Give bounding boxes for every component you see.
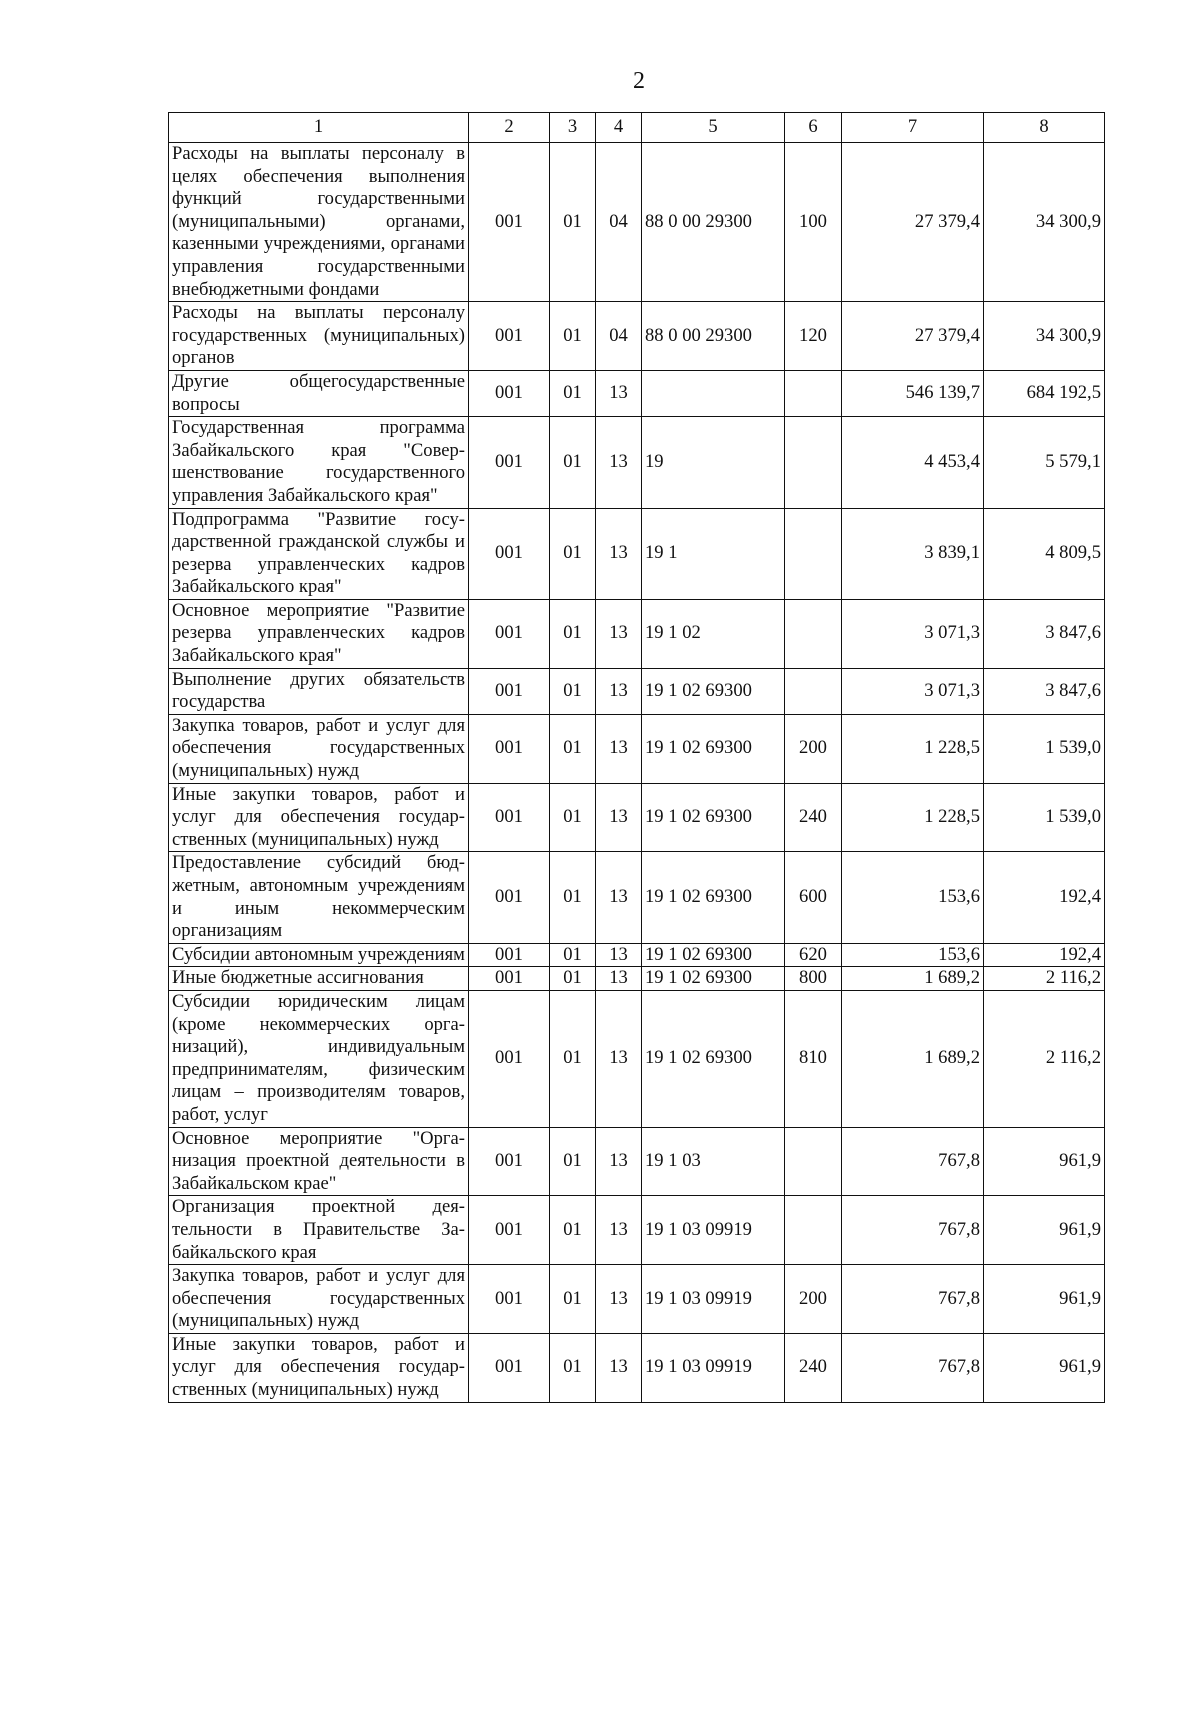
subsection-code-cell: 04 <box>596 302 642 371</box>
ministry-code-cell: 001 <box>469 370 550 416</box>
expense-name-cell: Закупка товаров, работ и услуг для обеспечения государственных (муниципальных) нужд <box>169 1265 469 1334</box>
column-header: 6 <box>785 113 842 143</box>
ministry-code-cell: 001 <box>469 943 550 967</box>
section-code-cell: 01 <box>550 714 596 783</box>
subsection-code-cell: 13 <box>596 370 642 416</box>
expense-name-cell: Субсидии юридическим лицам (кроме некоммерческих организаций), индивидуальным предпринимателям, физическим лицам – производителям товаров, работ, услуг <box>169 990 469 1127</box>
expense-type-cell: 620 <box>785 943 842 967</box>
table-row <box>169 714 1105 783</box>
subsection-code-cell: 13 <box>596 714 642 783</box>
page-number: 2 <box>633 68 645 94</box>
table-row <box>169 783 1105 852</box>
amount-year-1-cell: 1 228,5 <box>842 783 984 852</box>
column-header: 2 <box>469 113 550 143</box>
ministry-code-cell: 001 <box>469 852 550 943</box>
expense-name-cell: Государственная программа Забайкальского края "Совершенствование государственного управления Забайкальского края" <box>169 417 469 508</box>
section-code-cell: 01 <box>550 508 596 599</box>
amount-year-2-cell: 3 847,6 <box>984 668 1105 714</box>
expense-name-cell: Выполнение других обязательств государства <box>169 668 469 714</box>
table-row <box>169 1265 1105 1334</box>
subsection-code-cell: 13 <box>596 1265 642 1334</box>
column-header: 3 <box>550 113 596 143</box>
expense-name-cell: Основное мероприятие "Развитие резерва управленческих кадров Забайкальского края" <box>169 599 469 668</box>
table-row <box>169 143 1105 302</box>
expense-type-cell <box>785 370 842 416</box>
ministry-code-cell: 001 <box>469 508 550 599</box>
amount-year-1-cell: 767,8 <box>842 1265 984 1334</box>
expense-type-cell: 240 <box>785 1333 842 1402</box>
target-article-cell: 19 1 02 69300 <box>642 943 785 967</box>
section-code-cell: 01 <box>550 990 596 1127</box>
column-header: 5 <box>642 113 785 143</box>
expense-name-cell: Иные бюджетные ассигнования <box>169 967 469 991</box>
expense-name-cell: Иные закупки товаров, работ и услуг для обеспечения государственных (муниципальных) нужд <box>169 1333 469 1402</box>
amount-year-2-cell: 961,9 <box>984 1265 1105 1334</box>
target-article-cell: 19 1 03 <box>642 1127 785 1196</box>
subsection-code-cell: 13 <box>596 943 642 967</box>
section-code-cell: 01 <box>550 143 596 302</box>
subsection-code-cell: 13 <box>596 852 642 943</box>
expense-type-cell <box>785 417 842 508</box>
expense-type-cell: 600 <box>785 852 842 943</box>
amount-year-1-cell: 546 139,7 <box>842 370 984 416</box>
column-header: 7 <box>842 113 984 143</box>
section-code-cell: 01 <box>550 1127 596 1196</box>
subsection-code-cell: 13 <box>596 990 642 1127</box>
amount-year-2-cell: 2 116,2 <box>984 967 1105 991</box>
ministry-code-cell: 001 <box>469 990 550 1127</box>
amount-year-1-cell: 1 228,5 <box>842 714 984 783</box>
table-row <box>169 852 1105 943</box>
table-row <box>169 599 1105 668</box>
section-code-cell: 01 <box>550 943 596 967</box>
expense-name-cell: Подпрограмма "Развитие государственной гражданской службы и резерва управленческих кадров Забайкальского края" <box>169 508 469 599</box>
table-row <box>169 370 1105 416</box>
target-article-cell: 19 1 03 09919 <box>642 1265 785 1334</box>
amount-year-2-cell: 1 539,0 <box>984 783 1105 852</box>
expense-type-cell <box>785 668 842 714</box>
ministry-code-cell: 001 <box>469 967 550 991</box>
subsection-code-cell: 13 <box>596 783 642 852</box>
target-article-cell: 19 1 02 69300 <box>642 714 785 783</box>
expense-name-cell: Закупка товаров, работ и услуг для обеспечения государственных (муниципальных) нужд <box>169 714 469 783</box>
section-code-cell: 01 <box>550 302 596 371</box>
target-article-cell: 19 1 03 09919 <box>642 1333 785 1402</box>
ministry-code-cell: 001 <box>469 1265 550 1334</box>
amount-year-1-cell: 1 689,2 <box>842 990 984 1127</box>
target-article-cell: 19 1 02 69300 <box>642 967 785 991</box>
amount-year-2-cell: 1 539,0 <box>984 714 1105 783</box>
amount-year-2-cell: 4 809,5 <box>984 508 1105 599</box>
ministry-code-cell: 001 <box>469 783 550 852</box>
target-article-cell: 19 1 02 69300 <box>642 990 785 1127</box>
ministry-code-cell: 001 <box>469 1127 550 1196</box>
subsection-code-cell: 13 <box>596 599 642 668</box>
subsection-code-cell: 13 <box>596 508 642 599</box>
ministry-code-cell: 001 <box>469 417 550 508</box>
expense-name-cell: Расходы на выплаты персоналу в целях обеспечения выполнения функций государственными (муниципальными) органами, казенными учреждениями, органами управления государственными внебюджетными фондами <box>169 143 469 302</box>
section-code-cell: 01 <box>550 783 596 852</box>
ministry-code-cell: 001 <box>469 668 550 714</box>
expense-type-cell: 120 <box>785 302 842 371</box>
target-article-cell: 19 1 02 69300 <box>642 668 785 714</box>
expense-type-cell <box>785 599 842 668</box>
budget-table <box>168 112 1105 1403</box>
table-row <box>169 668 1105 714</box>
expense-name-cell: Предоставление субсидий бюджетным, автономным учреждениям и иным некоммерческим организациям <box>169 852 469 943</box>
table-row <box>169 1196 1105 1265</box>
ministry-code-cell: 001 <box>469 1333 550 1402</box>
amount-year-1-cell: 153,6 <box>842 852 984 943</box>
table-body <box>169 143 1105 1403</box>
subsection-code-cell: 13 <box>596 1127 642 1196</box>
column-header: 8 <box>984 113 1105 143</box>
section-code-cell: 01 <box>550 370 596 416</box>
expense-type-cell: 240 <box>785 783 842 852</box>
expense-type-cell <box>785 1127 842 1196</box>
section-code-cell: 01 <box>550 967 596 991</box>
amount-year-1-cell: 3 839,1 <box>842 508 984 599</box>
amount-year-1-cell: 767,8 <box>842 1196 984 1265</box>
expense-name-cell: Организация проектной деятельности в Правительстве Забайкальского края <box>169 1196 469 1265</box>
subsection-code-cell: 13 <box>596 668 642 714</box>
target-article-cell: 19 1 03 09919 <box>642 1196 785 1265</box>
table-row <box>169 1127 1105 1196</box>
table-row <box>169 417 1105 508</box>
target-article-cell: 88 0 00 29300 <box>642 302 785 371</box>
amount-year-2-cell: 192,4 <box>984 852 1105 943</box>
amount-year-2-cell: 3 847,6 <box>984 599 1105 668</box>
amount-year-2-cell: 961,9 <box>984 1196 1105 1265</box>
section-code-cell: 01 <box>550 1265 596 1334</box>
ministry-code-cell: 001 <box>469 599 550 668</box>
expense-type-cell: 200 <box>785 1265 842 1334</box>
amount-year-1-cell: 27 379,4 <box>842 143 984 302</box>
target-article-cell <box>642 370 785 416</box>
column-header: 1 <box>169 113 469 143</box>
amount-year-2-cell: 961,9 <box>984 1333 1105 1402</box>
header-row <box>169 113 1105 143</box>
target-article-cell: 88 0 00 29300 <box>642 143 785 302</box>
target-article-cell: 19 1 02 69300 <box>642 783 785 852</box>
subsection-code-cell: 13 <box>596 417 642 508</box>
amount-year-2-cell: 34 300,9 <box>984 302 1105 371</box>
expense-type-cell: 800 <box>785 967 842 991</box>
subsection-code-cell: 04 <box>596 143 642 302</box>
section-code-cell: 01 <box>550 852 596 943</box>
expense-type-cell: 100 <box>785 143 842 302</box>
expense-type-cell: 200 <box>785 714 842 783</box>
target-article-cell: 19 1 <box>642 508 785 599</box>
table-row <box>169 990 1105 1127</box>
section-code-cell: 01 <box>550 1196 596 1265</box>
section-code-cell: 01 <box>550 668 596 714</box>
ministry-code-cell: 001 <box>469 714 550 783</box>
ministry-code-cell: 001 <box>469 1196 550 1265</box>
expense-name-cell: Иные закупки товаров, работ и услуг для обеспечения государственных (муниципальных) нужд <box>169 783 469 852</box>
amount-year-2-cell: 34 300,9 <box>984 143 1105 302</box>
table-row <box>169 1333 1105 1402</box>
amount-year-2-cell: 961,9 <box>984 1127 1105 1196</box>
section-code-cell: 01 <box>550 417 596 508</box>
subsection-code-cell: 13 <box>596 967 642 991</box>
amount-year-2-cell: 684 192,5 <box>984 370 1105 416</box>
subsection-code-cell: 13 <box>596 1196 642 1265</box>
expense-name-cell: Основное мероприятие "Организация проектной деятельности в Забайкальском крае" <box>169 1127 469 1196</box>
expense-type-cell <box>785 1196 842 1265</box>
amount-year-2-cell: 192,4 <box>984 943 1105 967</box>
amount-year-1-cell: 1 689,2 <box>842 967 984 991</box>
expense-name-cell: Субсидии автономным учреждениям <box>169 943 469 967</box>
amount-year-1-cell: 27 379,4 <box>842 302 984 371</box>
table-row <box>169 302 1105 371</box>
section-code-cell: 01 <box>550 599 596 668</box>
amount-year-1-cell: 767,8 <box>842 1333 984 1402</box>
amount-year-1-cell: 3 071,3 <box>842 599 984 668</box>
subsection-code-cell: 13 <box>596 1333 642 1402</box>
amount-year-1-cell: 4 453,4 <box>842 417 984 508</box>
amount-year-1-cell: 767,8 <box>842 1127 984 1196</box>
target-article-cell: 19 1 02 <box>642 599 785 668</box>
expense-name-cell: Другие общегосударственные вопросы <box>169 370 469 416</box>
ministry-code-cell: 001 <box>469 143 550 302</box>
table-row <box>169 967 1105 991</box>
table-row <box>169 943 1105 967</box>
target-article-cell: 19 <box>642 417 785 508</box>
amount-year-1-cell: 3 071,3 <box>842 668 984 714</box>
column-header: 4 <box>596 113 642 143</box>
expense-name-cell: Расходы на выплаты персоналу государственных (муниципальных) органов <box>169 302 469 371</box>
expense-type-cell <box>785 508 842 599</box>
amount-year-2-cell: 5 579,1 <box>984 417 1105 508</box>
table-row <box>169 508 1105 599</box>
amount-year-2-cell: 2 116,2 <box>984 990 1105 1127</box>
section-code-cell: 01 <box>550 1333 596 1402</box>
amount-year-1-cell: 153,6 <box>842 943 984 967</box>
expense-type-cell: 810 <box>785 990 842 1127</box>
ministry-code-cell: 001 <box>469 302 550 371</box>
target-article-cell: 19 1 02 69300 <box>642 852 785 943</box>
